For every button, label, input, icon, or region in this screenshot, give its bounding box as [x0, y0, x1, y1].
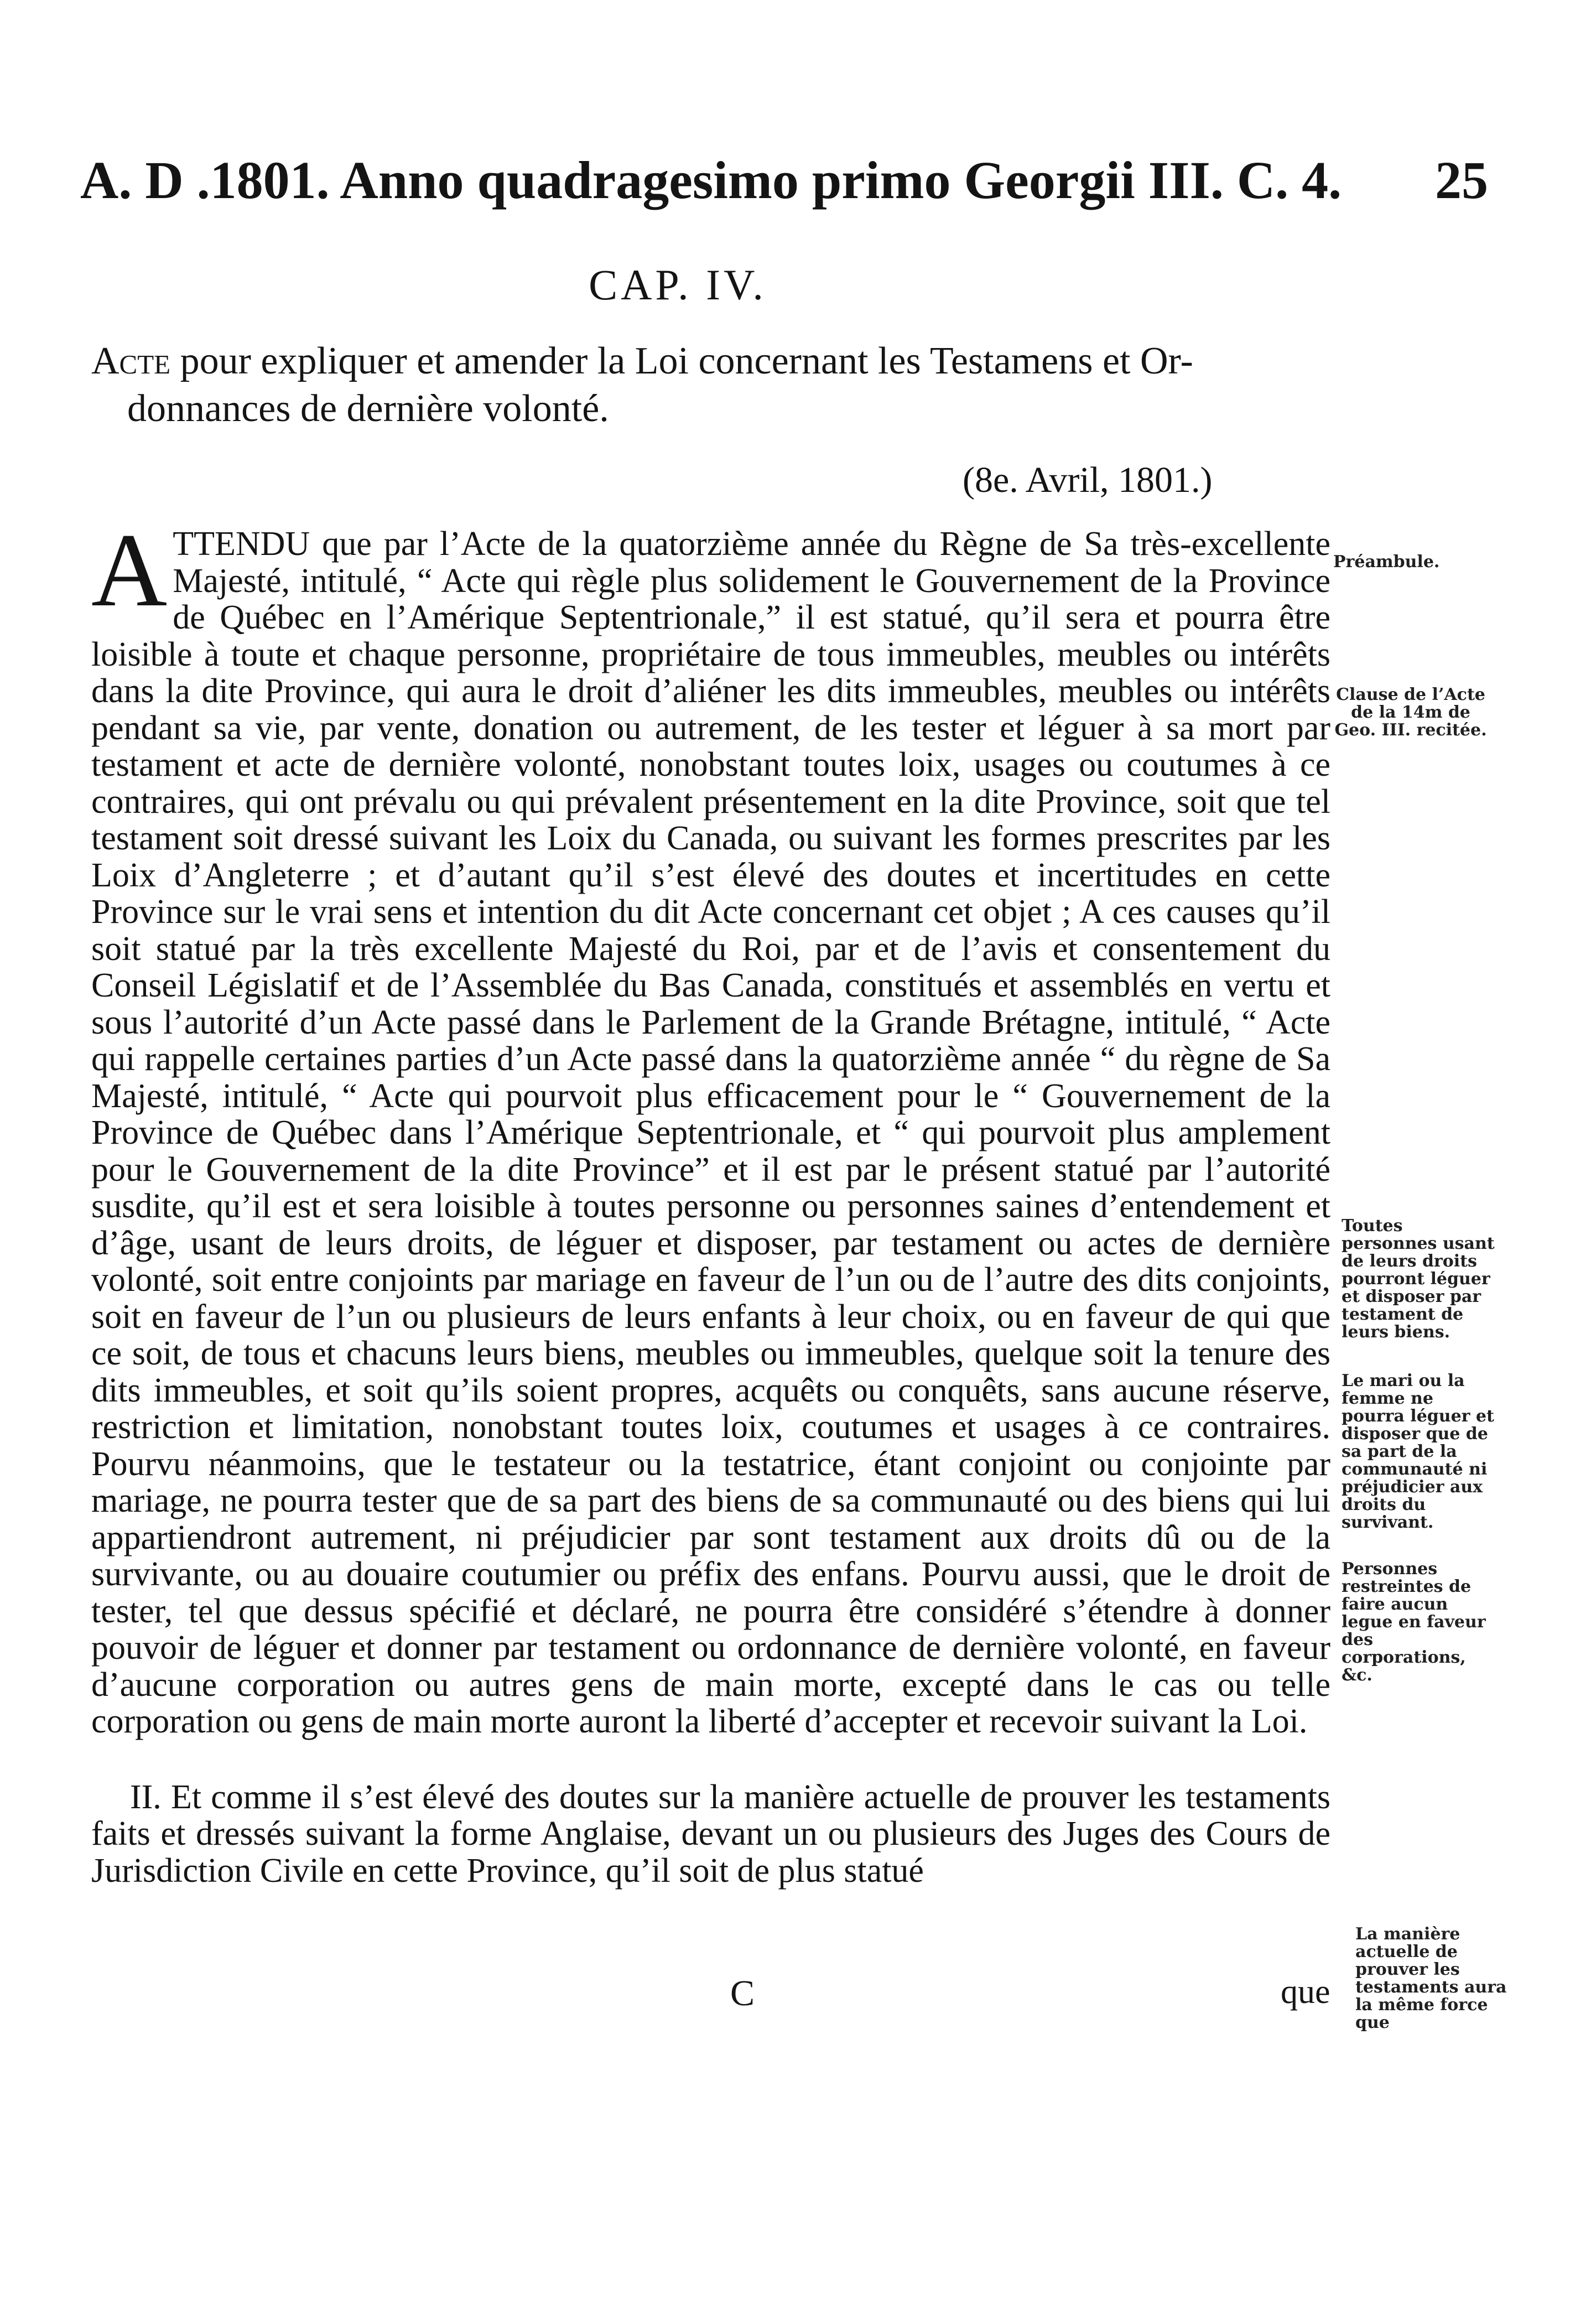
catchword: que: [1281, 1973, 1330, 2011]
act-title-acte: Acte: [91, 340, 171, 382]
act-title-line1: pour expliquer et amender la Loi concernant les Testamens et Or-: [170, 340, 1193, 382]
margin-note-maniere: La manière actuelle de prouver les testaments aura la même force que: [1355, 1924, 1507, 2032]
paragraph-2-text: II. Et comme il s’est élevé des doutes sur la manière actuelle de prouver les testaments faits et dressés suivant la forme Anglaise, devant un ou plusieurs des Juges des Cours de Jurisdiction Civile en cette Province, qu’il soit de plus statué: [91, 1778, 1330, 1890]
margin-note-personnes: Personnes restreintes de faire aucun legue en faveur des corporations, &c.: [1342, 1559, 1486, 1685]
page-number: 25: [1435, 151, 1488, 210]
paragraph-1: [91, 512, 1330, 1740]
chapter-heading: CAP. IV.: [589, 261, 767, 309]
paragraph-2: [91, 1779, 1330, 1890]
margin-note-mari: Le mari ou la femme ne pourra léguer et disposer que de sa part de la communauté ni préjudicier aux droits du survivant.: [1342, 1371, 1494, 1532]
act-date: (8e. Avril, 1801.): [963, 460, 1213, 500]
margin-note-preamble: Préambule.: [1333, 552, 1440, 572]
signature-mark: C: [730, 1973, 755, 2014]
margin-note-clause: Clause de l’Acte de la 14m de Geo. III. recitée.: [1334, 685, 1487, 740]
running-header: [80, 149, 1488, 221]
margin-note-toutes: Toutes personnes usant de leurs droits pourront léguer et disposer par testament de leurs biens.: [1342, 1216, 1495, 1342]
drop-capital: A: [91, 512, 168, 629]
act-title-line2: donnances de dernière volonté.: [127, 387, 609, 430]
header-title: A. D .1801. Anno quadragesimo primo Georgii III. C. 4.: [80, 151, 1342, 210]
body-text: [91, 512, 1330, 1890]
paragraph-1-text: TTENDU que par l’Acte de la quatorzième année du Règne de Sa très-excellente Majesté, intitulé, “ Acte qui règle plus solidement le Gouvernement de la Province de Québec en l’Amérique Septentrionale,” il est statué, qu’il sera et pourra être loisible à toute et chaque personne, propriétaire de tous immeubles, meubles ou intérêts dans la dite Province, qui aura le droit d’aliéner les dits immeubles, meubles ou intérêts pendant sa vie, par vente, donation ou autrement, de les tester et léguer à sa mort par testament et acte de dernière volonté, nonobstant toutes loix, usages ou coutumes à ce contraires, qui ont prévalu ou qui prévalent présentement en la dite Province, soit que tel testament soit dressé suivant les Loix du Canada, ou suivant les formes prescrites par les Loix d’Angleterre ; et d’autant qu’il s’est élevé des doutes et incertitudes en cette Province sur le vrai sens et intention du dit Acte concernant cet objet ; A ces causes qu’il soit statué par la très excellente Majesté du Roi, par et de l’avis et consentement du Conseil Législatif et de l’Assemblée du Bas Canada, constitués et assemblés en vertu et sous l’autorité d’un Acte passé dans le Parlement de la Grande Brétagne, intitulé, “ Acte qui rappelle certaines parties d’un Acte passé dans la quatorzième année “ du règne de Sa Majesté, intitulé, “ Acte qui pourvoit plus efficacement pour le “ Gouvernement de la Province de Québec dans l’Amérique Septentrionale, et “ qui pourvoit plus amplement pour le Gouvernement de la dite Province” et il est par le présent statué par l’autorité susdite, qu’il est et sera loisible à toutes personne ou personnes saines d’entendement et d’âge, usant de leurs droits, de léguer et disposer, par testament ou actes de dernière volonté, soit entre conjoints par mariage en faveur de l’un ou de l’autre des dits conjoints, soit en faveur de l’un ou plusieurs de leurs enfants à leur choix, ou en faveur de qui que ce soit, de tous et chacuns leurs biens, meubles ou immeubles, quelque soit la tenure des dits immeubles, et soit qu’ils soient propres, acquêts ou conquêts, sans aucune réserve, restriction et limitation, nonobstant toutes loix, coutumes et usages à ce contraires. Pourvu néanmoins, que le testateur ou la testatrice, étant conjoint ou conjointe par mariage, ne pourra tester que de sa part des biens de sa communauté ou des biens qui lui appartiendront autrement, ni préjudicier par sont testament aux droits dû ou de la survivante, ou au douaire coutumier ou préfix des enfans. Pourvu aussi, que le droit de tester, tel que dessus spécifié et déclaré, ne pourra être considéré s’étendre à donner pouvoir de léguer et donner par testament ou ordonnance de dernière volonté, en faveur d’aucune corporation ou autres gens de main morte, excepté dans le cas ou telle corporation ou gens de main morte auront la liberté d’accepter et recevoir suivant la Loi.: [91, 525, 1330, 1740]
act-title: [91, 338, 1336, 433]
